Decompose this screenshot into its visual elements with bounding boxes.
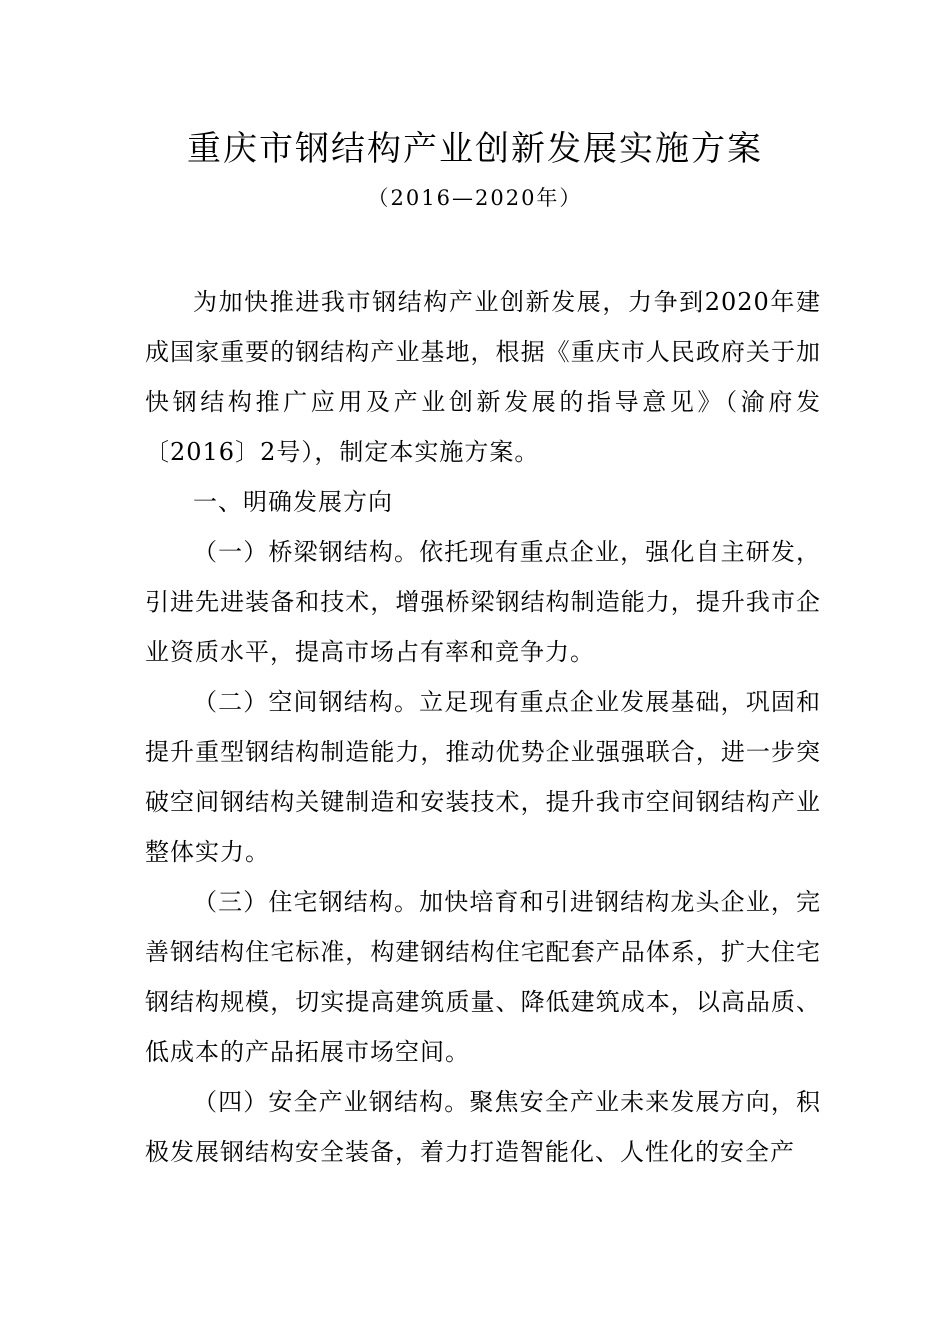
document-body bbox=[145, 277, 821, 1177]
section-heading: 一、明确发展方向 bbox=[193, 488, 393, 516]
item-space-steel: （二）空间钢结构。立足现有重点企业发展基础，巩固和提升重型钢结构制造能力，推动优势企业强强联合，进一步突破空间钢结构关键制造和安装技术，提升我市空间钢结构产业整体实力。 bbox=[145, 688, 821, 866]
item-residential-steel: （三）住宅钢结构。加快培育和引进钢结构龙头企业，完善钢结构住宅标准，构建钢结构住宅配套产品体系，扩大住宅钢结构规模，切实提高建筑质量、降低建筑成本，以高品质、低成本的产品拓展市场空间。 bbox=[145, 888, 821, 1066]
item-bridge-steel: （一）桥梁钢结构。依托现有重点企业，强化自主研发，引进先进装备和技术，增强桥梁钢结构制造能力，提升我市企业资质水平，提高市场占有率和竞争力。 bbox=[145, 538, 821, 666]
item-safety-steel: （四）安全产业钢结构。聚焦安全产业未来发展方向，积极发展钢结构安全装备，着力打造智能化、人性化的安全产 bbox=[145, 1088, 821, 1166]
intro-paragraph: 为加快推进我市钢结构产业创新发展，力争到2020年建成国家重要的钢结构产业基地，根据《重庆市人民政府关于加快钢结构推广应用及产业创新发展的指导意见》（渝府发〔2016〕2号），制定本实施方案。 bbox=[145, 288, 821, 466]
document-title: 重庆市钢结构产业创新发展实施方案 bbox=[187, 129, 763, 169]
document-subtitle: （2016—2020年） bbox=[367, 186, 583, 210]
